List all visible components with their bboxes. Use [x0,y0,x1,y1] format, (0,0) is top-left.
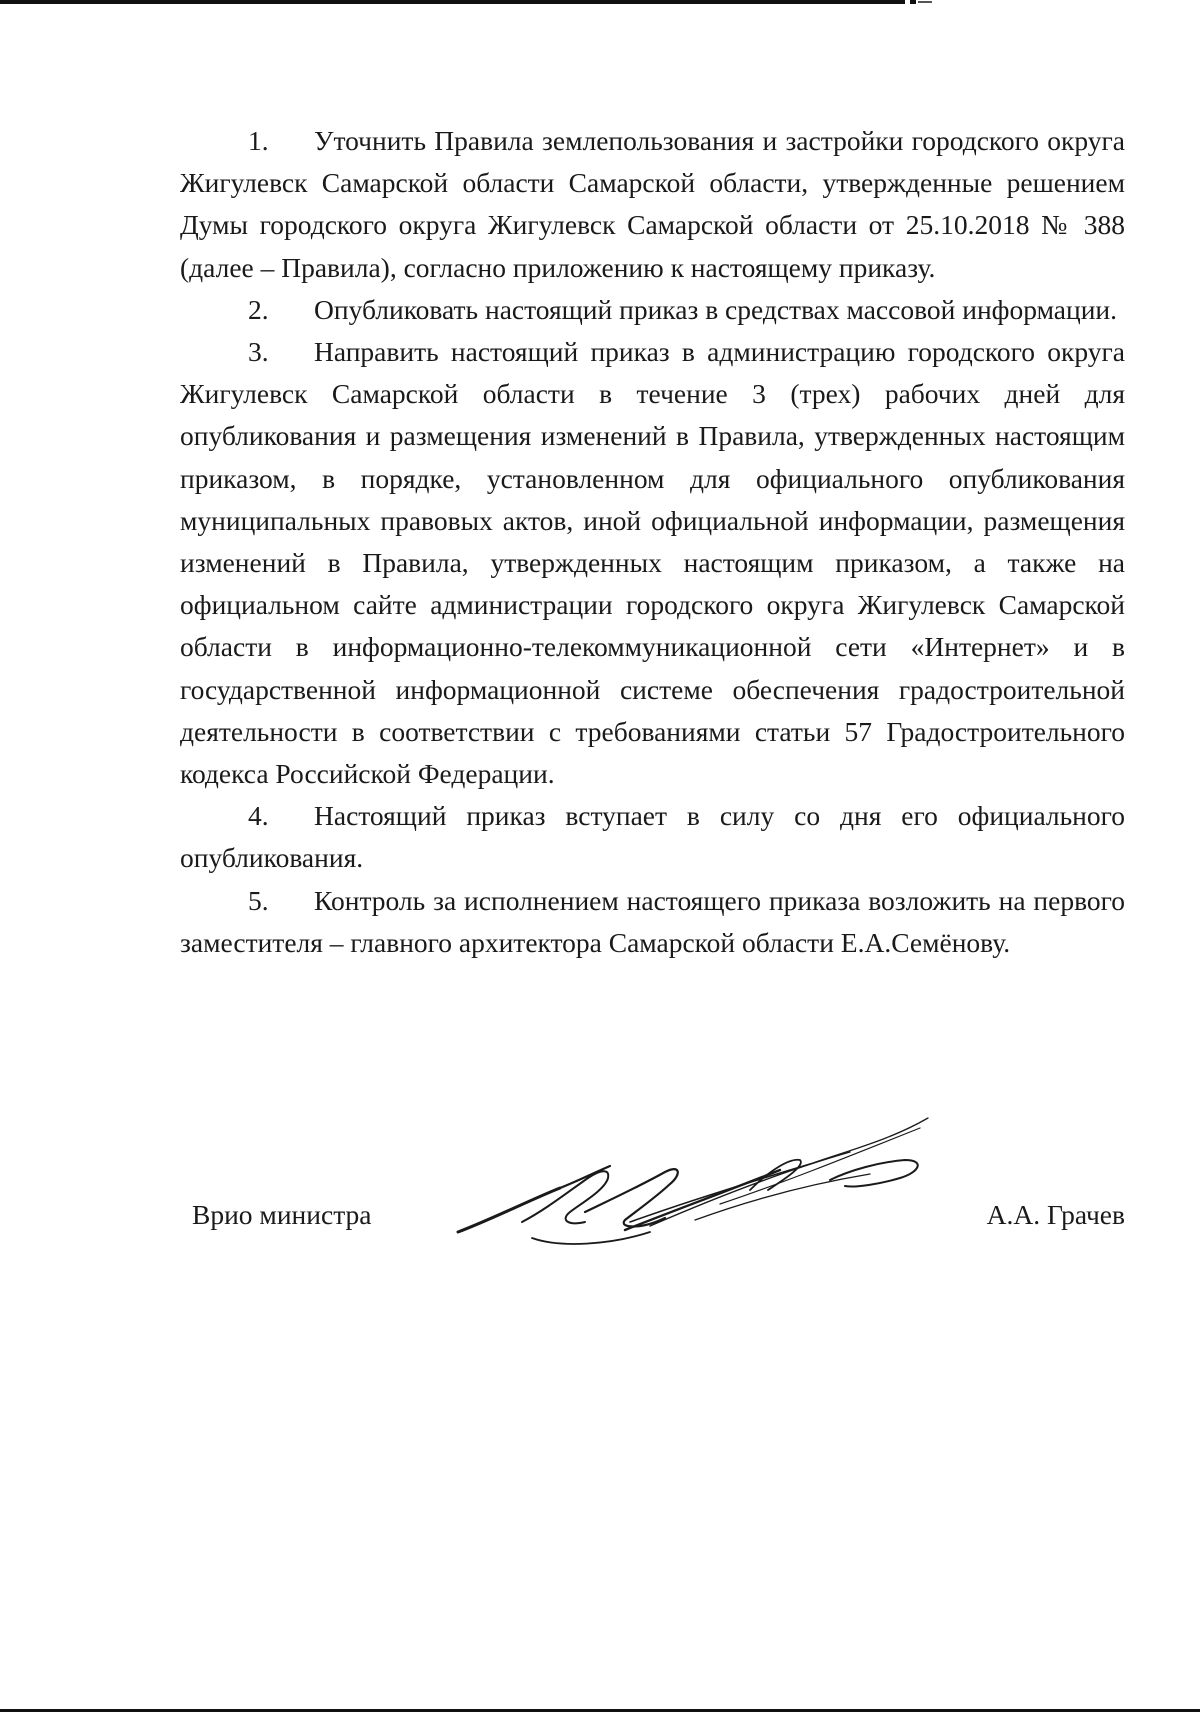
paragraph-4 [180,795,1125,879]
paragraph-number: 1. [248,125,269,156]
paragraph-number: 3. [248,336,269,368]
paragraph-number: 2. [248,293,269,325]
paragraph-text: Настоящий приказ вступает в силу со дня его официального опубликования. [180,800,1125,874]
signatory-name: А.А. Грачев [986,1199,1125,1230]
paragraph-2 [180,289,1125,331]
scan-edge-top [0,0,905,4]
paragraph-number: 4. [248,800,269,832]
document-body [180,120,1125,964]
paragraph-text: Контроль за исполнением настоящего приказа возложить на первого заместителя – главного архитектора Самарской области Е.А.Семёнову. [180,884,1125,958]
scan-edge-top-mark [918,1,932,3]
signature-block [180,1185,1125,1245]
paragraph-number: 5. [248,884,269,916]
paragraph-text: Направить настоящий приказ в администрацию городского округа Жигулевск Самарской области в течение 3 (трех) рабочих дней для опубликования и размещения изменений в Правила, утвержденных настоящим приказом, в порядке, установленном для официального опубликования муниципальных правовых актов, иной официальной информации, размещения изменений в Правила, утвержденных настоящим приказом, а также на официальном сайте администрации городского округа Жигулевск Самарской области в информационно-телекоммуникационной сети «Интернет» и в государственной информационной системе обеспечения градостроительной деятельности в соответствии с требованиями статьи 57 Градостроительного кодекса Российской Федерации. [180,336,1125,790]
paragraph-3 [180,331,1125,795]
paragraph-1 [180,120,1125,289]
signatory-title: Врио министра [192,1199,372,1230]
paragraph-5 [180,880,1125,964]
paragraph-text: Уточнить Правила землепользования и застройки городского округа Жигулевск Самарской области Самарской области, утвержденные решением Думы городского округа Жигулевск Самарской области от 25.10.2018 № 388 (далее – Правила), согласно приложению к настоящему приказу. [180,125,1125,283]
paragraph-text: Опубликовать настоящий приказ в средствах массовой информации. [314,293,1118,325]
scan-edge-top-mark [910,0,916,4]
